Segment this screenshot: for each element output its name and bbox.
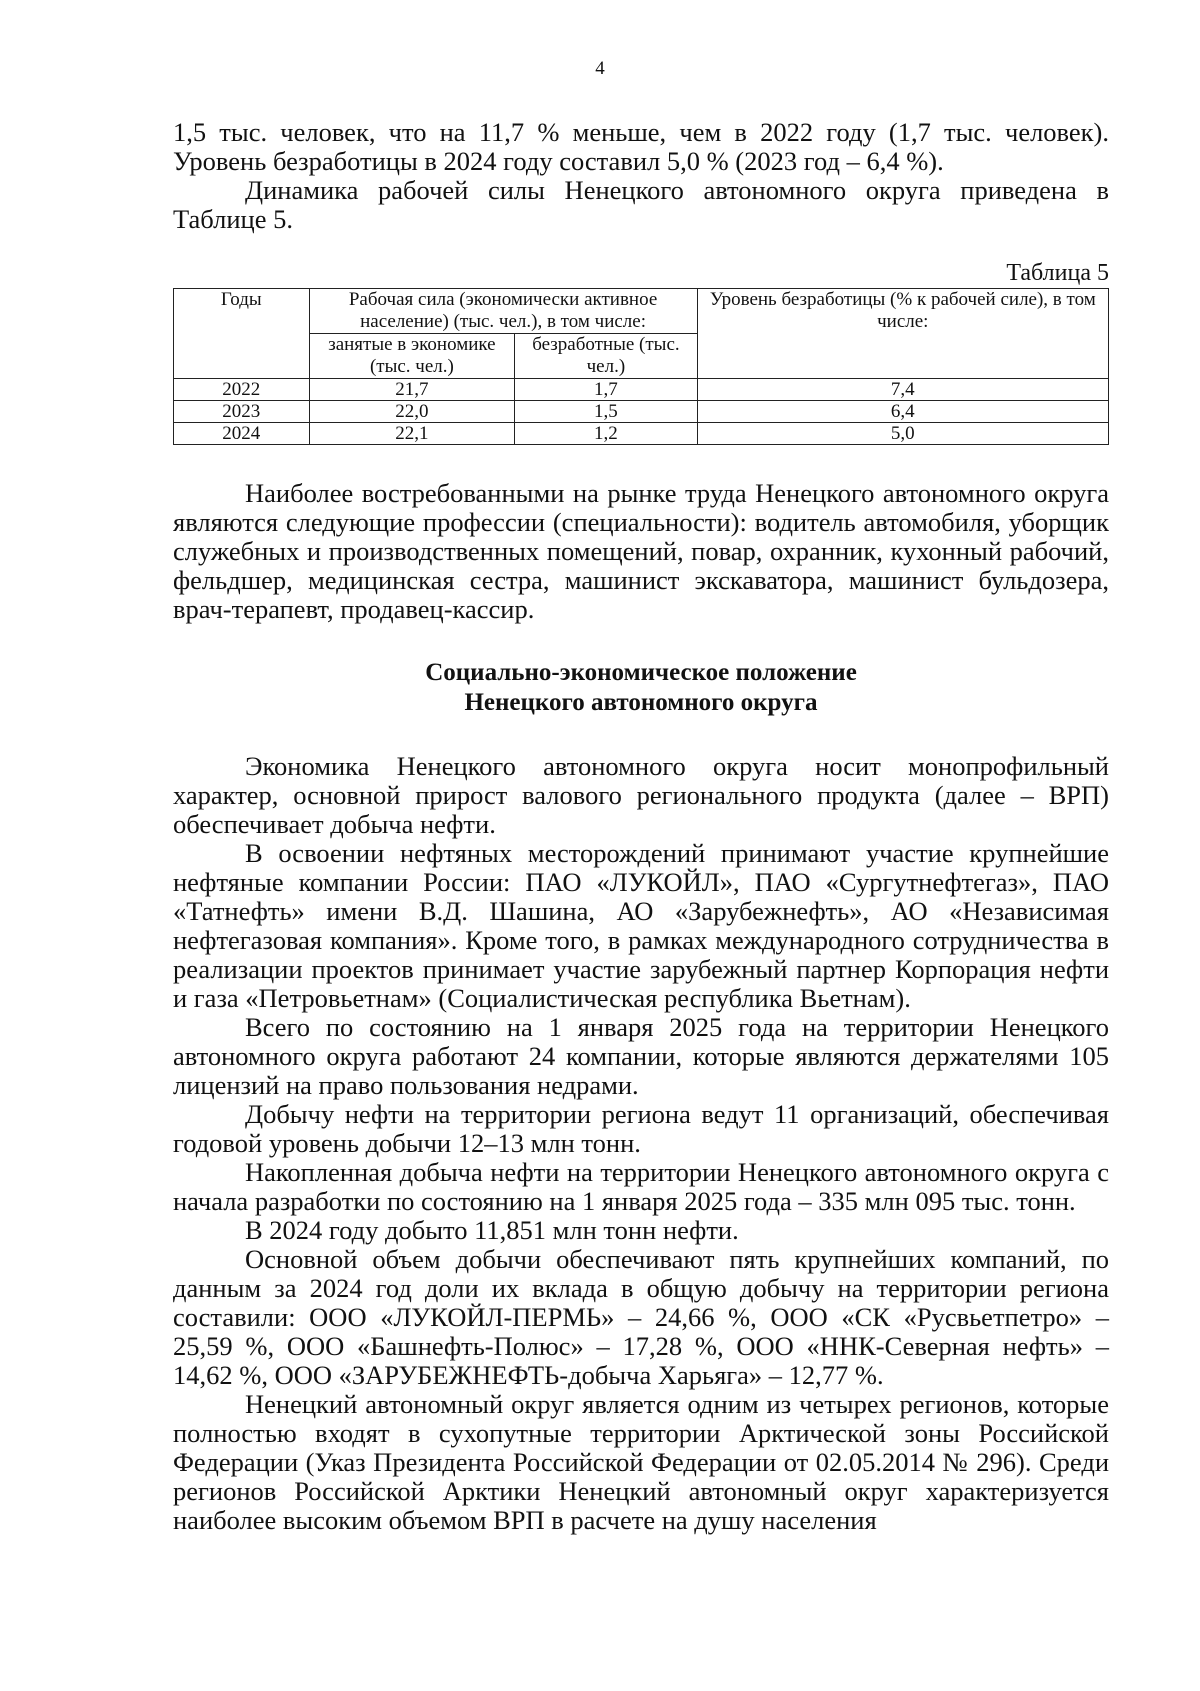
section-heading-line-2: Ненецкого автономного округа (464, 689, 818, 716)
intro-paragraph-1: 1,5 тыс. человек, что на 11,7 % меньше, чем в 2022 году (1,7 тыс. человек). Уровень безработицы в 2024 году составил 5,0 % (2023 год – 6,4 %). (173, 117, 1109, 176)
header-employed: занятые в экономике (тыс. чел.) (309, 334, 515, 379)
cell-employed: 21,7 (309, 379, 515, 401)
labor-force-table (173, 288, 1109, 445)
professions-paragraph: Наиболее востребованными на рынке труда Ненецкого автономного округа являются следующие профессии (специальности): водитель автомобиля, уборщик служебных и производственных помещений, повар, охранник, кухонный рабочий, фельдшер, медицинская сестра, машинист экскаватора, машинист бульдозера, врач-терапевт, продавец-кассир. (173, 478, 1109, 624)
cell-year: 2024 (174, 423, 310, 445)
intro-paragraph-2: Динамика рабочей силы Ненецкого автономного округа приведена в Таблице 5. (173, 175, 1109, 234)
table-row (174, 423, 1109, 445)
cell-unemployed: 1,5 (515, 401, 697, 423)
table-row (174, 401, 1109, 423)
cell-employed: 22,0 (309, 401, 515, 423)
cell-rate: 7,4 (697, 379, 1108, 401)
page-number: 4 (595, 58, 605, 79)
body-paragraph: Всего по состоянию на 1 января 2025 года на территории Ненецкого автономного округа работают 24 компании, которые являются держателями 105 лицензий на право пользования недрами. (173, 1012, 1109, 1100)
cell-unemployed: 1,7 (515, 379, 697, 401)
document-body (173, 118, 1109, 1535)
body-paragraph: Экономика Ненецкого автономного округа носит монопрофильный характер, основной прирост валового регионального продукта (далее – ВРП) обеспечивает добыча нефти. (173, 751, 1109, 839)
body-paragraph: Ненецкий автономный округ является одним из четырех регионов, которые полностью входят в сухопутные территории Арктической зоны Российской Федерации (Указ Президента Российской Федерации от 02.05.2014 № 296). Среди регионов Российской Арктики Ненецкий автономный округ характеризуется наиболее высоким объемом ВРП в расчете на душу населения (173, 1389, 1109, 1535)
cell-employed: 22,1 (309, 423, 515, 445)
cell-rate: 5,0 (697, 423, 1108, 445)
cell-year: 2023 (174, 401, 310, 423)
cell-year: 2022 (174, 379, 310, 401)
body-paragraph: Основной объем добычи обеспечивают пять крупнейших компаний, по данным за 2024 год доли их вклада в общую добычу на территории региона составили: ООО «ЛУКОЙЛ-ПЕРМЬ» – 24,66 %, ООО «СК «Русвьетпетро» – 25,59 %, ООО «Башнефть-Полюс» – 17,28 %, ООО «ННК-Северная нефть» – 14,62 %, ООО «ЗАРУБЕЖНЕФТЬ-добыча Харьяга» – 12,77 %. (173, 1244, 1109, 1390)
body-paragraph: Накопленная добыча нефти на территории Ненецкого автономного округа с начала разработки по состоянию на 1 января 2025 года – 335 млн 095 тыс. тонн. (173, 1157, 1109, 1216)
cell-rate: 6,4 (697, 401, 1108, 423)
body-paragraph: В освоении нефтяных месторождений принимают участие крупнейшие нефтяные компании России: ПАО «ЛУКОЙЛ», ПАО «Сургутнефтегаз», ПАО «Татнефть» имени В.Д. Шашина, АО «Зарубежнефть», АО «Независимая нефтегазовая компания». Кроме того, в рамках международного сотрудничества в реализации проектов принимает участие зарубежный партнер Корпорация нефти и газа «Петровьетнам» (Социалистическая республика Вьетнам). (173, 838, 1109, 1013)
header-unemployment-rate: Уровень безработицы (% к рабочей силе), в том числе: (697, 289, 1108, 379)
body-paragraph: В 2024 году добыто 11,851 млн тонн нефти. (245, 1215, 739, 1245)
table-row (174, 379, 1109, 401)
table-header-row (174, 289, 1109, 334)
body-paragraph: Добычу нефти на территории региона ведут 11 организаций, обеспечивая годовой уровень добычи 12–13 млн тонн. (173, 1099, 1109, 1158)
cell-unemployed: 1,2 (515, 423, 697, 445)
section-heading-line-1: Социально-экономическое положение (425, 659, 857, 686)
header-unemployed: безработные (тыс. чел.) (515, 334, 697, 379)
header-labor-force: Рабочая сила (экономически активное население) (тыс. чел.), в том числе: (309, 289, 697, 334)
table-caption: Таблица 5 (1006, 260, 1109, 286)
header-years: Годы (174, 289, 310, 379)
